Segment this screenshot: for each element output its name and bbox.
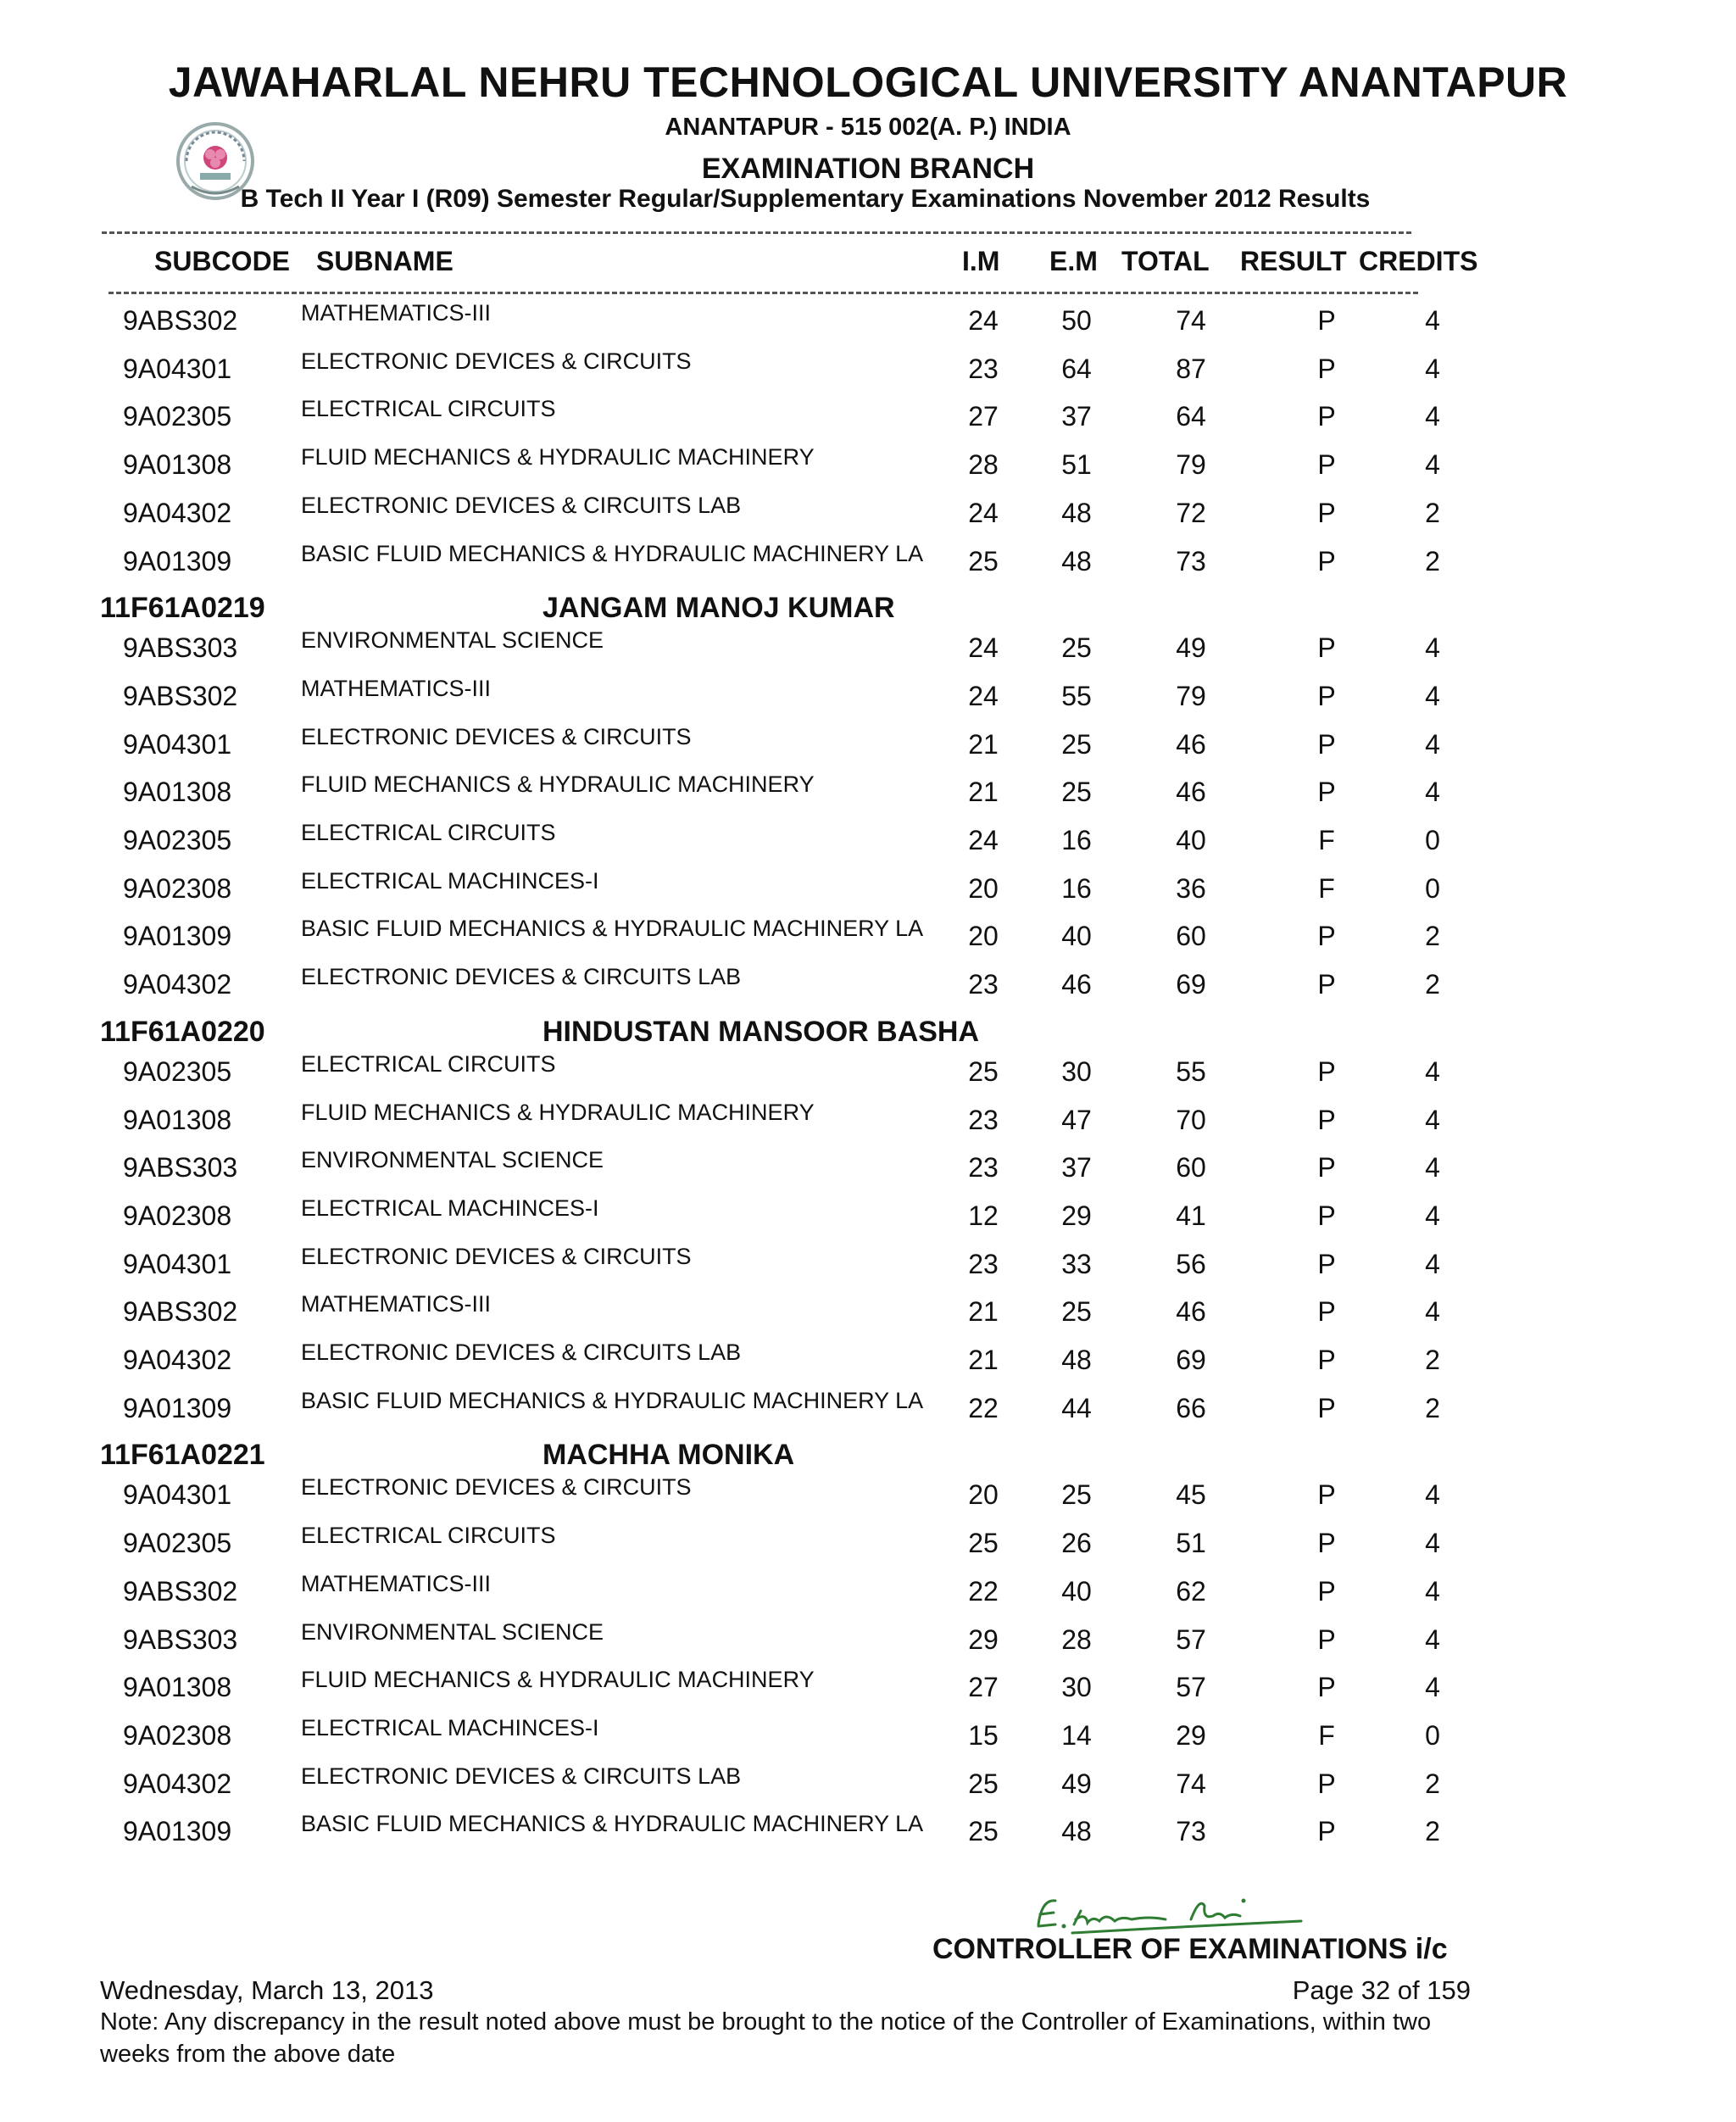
cell-total: 74: [1176, 305, 1206, 336]
col-header-subcode: SUBCODE: [154, 246, 291, 276]
cell-credits: 2: [1425, 969, 1440, 1000]
cell-em: 37: [1061, 401, 1092, 432]
cell-im: 21: [968, 1296, 999, 1328]
cell-result: P: [1317, 1296, 1336, 1328]
cell-code: 9A02308: [123, 1200, 232, 1231]
table-row: [0, 1763, 1736, 1816]
table-row: [0, 1714, 1736, 1768]
cell-code: 9A02308: [123, 1719, 232, 1751]
cell-em: 25: [1061, 632, 1092, 664]
cell-result: P: [1317, 1345, 1336, 1375]
cell-im: 29: [968, 1624, 999, 1655]
student-name: MACHHA MONIKA: [542, 1439, 795, 1472]
cell-total: 57: [1176, 1624, 1206, 1655]
cell-total: 64: [1176, 401, 1206, 432]
cell-im: 24: [968, 825, 999, 855]
cell-em: 25: [1061, 1479, 1092, 1511]
student-id: 11F61A0219: [100, 592, 265, 625]
cell-total: 69: [1176, 969, 1206, 1000]
cell-code: 9ABS303: [123, 1152, 238, 1184]
cell-code: 9A04302: [123, 497, 232, 528]
table-row: [0, 1147, 1736, 1200]
cell-credits: 4: [1425, 680, 1440, 711]
cell-credits: 0: [1425, 825, 1440, 855]
cell-im: 24: [968, 305, 999, 336]
cell-credits: 4: [1425, 632, 1440, 664]
cell-total: 66: [1176, 1392, 1206, 1423]
cell-result: P: [1317, 1392, 1336, 1423]
col-header-em: E.M: [1049, 246, 1098, 276]
cell-credits: 4: [1425, 728, 1440, 760]
branch-title: EXAMINATION BRANCH: [701, 153, 1035, 185]
cell-credits: 0: [1425, 1719, 1440, 1751]
cell-total: 60: [1176, 1152, 1206, 1184]
cell-total: 29: [1176, 1719, 1206, 1751]
cell-result: P: [1317, 1816, 1336, 1847]
cell-code: 9A04301: [123, 728, 232, 760]
cell-code: 9A01309: [123, 1816, 232, 1847]
cell-em: 64: [1061, 353, 1092, 384]
cell-code: 9A01309: [123, 545, 232, 576]
cell-im: 23: [968, 1152, 999, 1184]
cell-credits: 4: [1425, 1152, 1440, 1184]
cell-total: 51: [1176, 1528, 1206, 1559]
cell-total: 79: [1176, 680, 1206, 711]
cell-name: MATHEMATICS-III: [301, 300, 491, 326]
table-row: [0, 820, 1736, 872]
cell-name: ELECTRICAL MACHINCES-I: [301, 867, 599, 894]
cell-result: P: [1317, 680, 1336, 711]
cell-total: 69: [1176, 1345, 1206, 1375]
cell-credits: 4: [1425, 1296, 1440, 1328]
cell-code: 9ABS302: [123, 1575, 238, 1607]
university-seal-icon: [175, 119, 256, 203]
cell-name: FLUID MECHANICS & HYDRAULIC MACHINERY: [301, 771, 815, 798]
divider: [102, 231, 1411, 234]
cell-code: 9ABS303: [123, 1624, 238, 1655]
cell-result: P: [1317, 1248, 1336, 1279]
cell-total: 57: [1176, 1672, 1206, 1703]
cell-em: 33: [1061, 1248, 1092, 1279]
cell-total: 74: [1176, 1768, 1206, 1799]
cell-em: 48: [1061, 1345, 1092, 1375]
table-row: [0, 540, 1736, 593]
table-row: [0, 867, 1736, 921]
cell-result: P: [1317, 921, 1336, 952]
cell-name: FLUID MECHANICS & HYDRAULIC MACHINERY: [301, 1667, 815, 1693]
cell-total: 46: [1176, 777, 1206, 808]
cell-em: 25: [1061, 728, 1092, 760]
cell-name: MATHEMATICS-III: [301, 1570, 491, 1596]
cell-em: 30: [1061, 1055, 1092, 1087]
cell-result: F: [1318, 825, 1335, 855]
cell-credits: 2: [1425, 497, 1440, 528]
cell-total: 72: [1176, 497, 1206, 528]
cell-code: 9A01309: [123, 921, 232, 952]
cell-im: 15: [968, 1719, 999, 1751]
cell-credits: 4: [1425, 353, 1440, 384]
cell-name: ELECTRICAL MACHINCES-I: [301, 1195, 599, 1221]
table-row: [0, 1291, 1736, 1344]
cell-im: 25: [968, 545, 999, 576]
table-row: [0, 492, 1736, 545]
cell-code: 9A02308: [123, 872, 232, 904]
cell-result: P: [1317, 1200, 1336, 1231]
cell-credits: 4: [1425, 1575, 1440, 1607]
cell-credits: 4: [1425, 401, 1440, 432]
cell-result: P: [1317, 545, 1336, 576]
cell-result: F: [1318, 872, 1335, 904]
student-id: 11F61A0220: [100, 1015, 265, 1048]
cell-result: P: [1317, 353, 1336, 384]
cell-code: 9A02305: [123, 1528, 232, 1559]
cell-em: 30: [1061, 1672, 1092, 1703]
signatory-title: CONTROLLER OF EXAMINATIONS i/c: [932, 1933, 1448, 1965]
cell-name: ELECTRONIC DEVICES & CIRCUITS: [301, 1474, 692, 1501]
cell-code: 9A04302: [123, 1345, 232, 1375]
student-name: JANGAM MANOJ KUMAR: [542, 592, 895, 625]
cell-credits: 4: [1425, 305, 1440, 336]
cell-credits: 2: [1425, 1392, 1440, 1423]
cell-im: 27: [968, 1672, 999, 1703]
table-row: [0, 627, 1736, 680]
cell-total: 49: [1176, 632, 1206, 664]
cell-name: ELECTRICAL CIRCUITS: [301, 1050, 556, 1077]
cell-im: 25: [968, 1055, 999, 1087]
cell-name: ELECTRICAL CIRCUITS: [301, 820, 556, 845]
cell-credits: 2: [1425, 545, 1440, 576]
cell-em: 25: [1061, 1296, 1092, 1328]
cell-total: 55: [1176, 1055, 1206, 1087]
university-title: JAWAHARLAL NEHRU TECHNOLOGICAL UNIVERSITY ANANTAPUR: [168, 58, 1568, 106]
col-header-subname: SUBNAME: [316, 246, 453, 276]
cell-result: P: [1317, 1104, 1336, 1135]
cell-credits: 2: [1425, 1345, 1440, 1375]
cell-name: FLUID MECHANICS & HYDRAULIC MACHINERY: [301, 444, 815, 471]
cell-credits: 4: [1425, 1248, 1440, 1279]
cell-credits: 4: [1425, 1624, 1440, 1655]
cell-total: 46: [1176, 1296, 1206, 1328]
cell-credits: 2: [1425, 1816, 1440, 1847]
cell-em: 28: [1061, 1624, 1092, 1655]
cell-em: 46: [1061, 969, 1092, 1000]
cell-im: 21: [968, 777, 999, 808]
cell-im: 12: [968, 1200, 999, 1231]
cell-total: 79: [1176, 449, 1206, 481]
table-row: [0, 1050, 1736, 1104]
cell-em: 37: [1061, 1152, 1092, 1184]
cell-total: 70: [1176, 1104, 1206, 1135]
cell-name: ELECTRICAL CIRCUITS: [301, 396, 556, 422]
cell-name: ENVIRONMENTAL SCIENCE: [301, 1147, 604, 1173]
cell-name: ELECTRICAL MACHINCES-I: [301, 1714, 599, 1740]
cell-code: 9A02305: [123, 825, 232, 855]
cell-code: 9A02305: [123, 1055, 232, 1087]
cell-im: 27: [968, 401, 999, 432]
table-row: [0, 916, 1736, 968]
cell-code: 9ABS302: [123, 680, 238, 711]
cell-im: 20: [968, 1479, 999, 1511]
cell-code: 9A01309: [123, 1392, 232, 1423]
cell-credits: 4: [1425, 1055, 1440, 1087]
cell-name: MATHEMATICS-III: [301, 1291, 491, 1317]
cell-em: 55: [1061, 680, 1092, 711]
table-row: [0, 675, 1736, 728]
cell-result: P: [1317, 1768, 1336, 1799]
cell-credits: 2: [1425, 921, 1440, 952]
cell-result: P: [1317, 1055, 1336, 1087]
cell-result: P: [1317, 497, 1336, 528]
table-row: [0, 348, 1736, 401]
cell-total: 73: [1176, 545, 1206, 576]
cell-code: 9A01308: [123, 449, 232, 481]
cell-em: 49: [1061, 1768, 1092, 1799]
cell-total: 73: [1176, 1816, 1206, 1847]
col-header-result: RESULT: [1240, 246, 1347, 276]
divider: [108, 292, 1418, 294]
cell-total: 46: [1176, 728, 1206, 760]
col-header-credits: CREDITS: [1359, 246, 1478, 276]
table-row: [0, 396, 1736, 448]
table-row: [0, 444, 1736, 497]
table-row: [0, 1099, 1736, 1152]
table-row: [0, 1618, 1736, 1672]
cell-result: P: [1317, 728, 1336, 760]
cell-em: 40: [1061, 921, 1092, 952]
cell-im: 24: [968, 680, 999, 711]
cell-code: 9A04302: [123, 1768, 232, 1799]
cell-credits: 4: [1425, 1672, 1440, 1703]
col-header-im: I.M: [962, 246, 1000, 276]
print-date: Wednesday, March 13, 2013: [100, 1975, 434, 2005]
col-header-total: TOTAL: [1121, 246, 1210, 276]
cell-em: 50: [1061, 305, 1092, 336]
cell-em: 40: [1061, 1575, 1092, 1607]
cell-em: 48: [1061, 497, 1092, 528]
cell-code: 9A04301: [123, 1248, 232, 1279]
cell-name: ELECTRONIC DEVICES & CIRCUITS LAB: [301, 964, 742, 990]
table-row: [0, 1243, 1736, 1296]
cell-em: 47: [1061, 1104, 1092, 1135]
cell-em: 26: [1061, 1528, 1092, 1559]
cell-im: 24: [968, 632, 999, 664]
cell-credits: 4: [1425, 1479, 1440, 1511]
cell-result: F: [1318, 1719, 1335, 1751]
cell-im: 20: [968, 872, 999, 904]
cell-credits: 4: [1425, 1200, 1440, 1231]
cell-name: ENVIRONMENTAL SCIENCE: [301, 1618, 604, 1645]
cell-code: 9A04301: [123, 353, 232, 384]
cell-code: 9ABS302: [123, 305, 238, 336]
table-row: [0, 1387, 1736, 1440]
cell-result: P: [1317, 969, 1336, 1000]
cell-total: 87: [1176, 353, 1206, 384]
table-row: [0, 300, 1736, 353]
cell-name: ELECTRONIC DEVICES & CIRCUITS LAB: [301, 1339, 742, 1365]
cell-im: 23: [968, 353, 999, 384]
cell-em: 16: [1061, 872, 1092, 904]
cell-em: 48: [1061, 1816, 1092, 1847]
cell-result: P: [1317, 1624, 1336, 1655]
cell-em: 29: [1061, 1200, 1092, 1231]
cell-code: 9A01308: [123, 777, 232, 808]
cell-result: P: [1317, 1479, 1336, 1511]
cell-result: P: [1317, 401, 1336, 432]
cell-code: 9ABS303: [123, 632, 238, 664]
cell-credits: 0: [1425, 872, 1440, 904]
cell-code: 9A04302: [123, 969, 232, 1000]
cell-result: P: [1317, 632, 1336, 664]
cell-total: 45: [1176, 1479, 1206, 1511]
student-name: HINDUSTAN MANSOOR BASHA: [542, 1015, 980, 1048]
university-address: ANANTAPUR - 515 002(A. P.) INDIA: [665, 114, 1071, 141]
cell-im: 20: [968, 921, 999, 952]
cell-credits: 4: [1425, 777, 1440, 808]
cell-name: BASIC FLUID MECHANICS & HYDRAULIC MACHINERY LA: [301, 916, 924, 942]
cell-result: P: [1317, 449, 1336, 481]
cell-result: P: [1317, 1152, 1336, 1184]
cell-name: ELECTRONIC DEVICES & CIRCUITS: [301, 1243, 692, 1269]
cell-code: 9A01308: [123, 1104, 232, 1135]
cell-im: 21: [968, 1345, 999, 1375]
cell-em: 51: [1061, 449, 1092, 481]
cell-name: ELECTRICAL CIRCUITS: [301, 1523, 556, 1549]
cell-credits: 4: [1425, 1104, 1440, 1135]
table-row: [0, 771, 1736, 824]
cell-name: ELECTRONIC DEVICES & CIRCUITS: [301, 723, 692, 749]
cell-credits: 4: [1425, 449, 1440, 481]
cell-name: MATHEMATICS-III: [301, 675, 491, 701]
cell-im: 25: [968, 1528, 999, 1559]
cell-name: ELECTRONIC DEVICES & CIRCUITS LAB: [301, 492, 742, 518]
page-number: Page 32 of 159: [1292, 1975, 1471, 2005]
cell-code: 9ABS302: [123, 1296, 238, 1328]
cell-name: ENVIRONMENTAL SCIENCE: [301, 627, 604, 654]
cell-total: 36: [1176, 872, 1206, 904]
cell-total: 56: [1176, 1248, 1206, 1279]
cell-im: 21: [968, 728, 999, 760]
cell-result: P: [1317, 305, 1336, 336]
table-row: [0, 1667, 1736, 1719]
cell-code: 9A01308: [123, 1672, 232, 1703]
cell-credits: 2: [1425, 1768, 1440, 1799]
table-row: [0, 1811, 1736, 1863]
cell-total: 40: [1176, 825, 1206, 855]
cell-im: 25: [968, 1816, 999, 1847]
cell-name: ELECTRONIC DEVICES & CIRCUITS LAB: [301, 1763, 742, 1789]
table-row: [0, 1474, 1736, 1527]
cell-im: 22: [968, 1575, 999, 1607]
cell-code: 9A04301: [123, 1479, 232, 1511]
table-row: [0, 1195, 1736, 1248]
cell-im: 25: [968, 1768, 999, 1799]
cell-code: 9A02305: [123, 401, 232, 432]
cell-total: 60: [1176, 921, 1206, 952]
cell-em: 25: [1061, 777, 1092, 808]
table-row: [0, 1523, 1736, 1575]
table-row: [0, 1570, 1736, 1624]
table-row: [0, 964, 1736, 1016]
cell-im: 24: [968, 497, 999, 528]
cell-im: 23: [968, 969, 999, 1000]
cell-result: P: [1317, 1672, 1336, 1703]
cell-em: 44: [1061, 1392, 1092, 1423]
exam-title: B Tech II Year I (R09) Semester Regular/Supplementary Examinations November 2012 Results: [240, 185, 1371, 213]
cell-em: 14: [1061, 1719, 1092, 1751]
footer-note: Note: Any discrepancy in the result noted above must be brought to the notice of the Controller of Examinations, within two weeks from the above date: [100, 2008, 1432, 2068]
cell-im: 23: [968, 1248, 999, 1279]
cell-result: P: [1317, 777, 1336, 808]
cell-total: 41: [1176, 1200, 1206, 1231]
cell-credits: 4: [1425, 1528, 1440, 1559]
table-row: [0, 1339, 1736, 1392]
cell-total: 62: [1176, 1575, 1206, 1607]
cell-em: 16: [1061, 825, 1092, 855]
cell-im: 23: [968, 1104, 999, 1135]
cell-name: ELECTRONIC DEVICES & CIRCUITS: [301, 348, 692, 374]
cell-name: BASIC FLUID MECHANICS & HYDRAULIC MACHINERY LA: [301, 1811, 924, 1837]
cell-name: FLUID MECHANICS & HYDRAULIC MACHINERY: [301, 1099, 815, 1125]
cell-im: 28: [968, 449, 999, 481]
cell-name: BASIC FLUID MECHANICS & HYDRAULIC MACHINERY LA: [301, 1387, 924, 1413]
cell-name: BASIC FLUID MECHANICS & HYDRAULIC MACHINERY LA: [301, 540, 924, 566]
cell-im: 22: [968, 1392, 999, 1423]
cell-result: P: [1317, 1575, 1336, 1607]
cell-result: P: [1317, 1528, 1336, 1559]
table-row: [0, 723, 1736, 777]
cell-em: 48: [1061, 545, 1092, 576]
student-id: 11F61A0221: [100, 1439, 265, 1472]
